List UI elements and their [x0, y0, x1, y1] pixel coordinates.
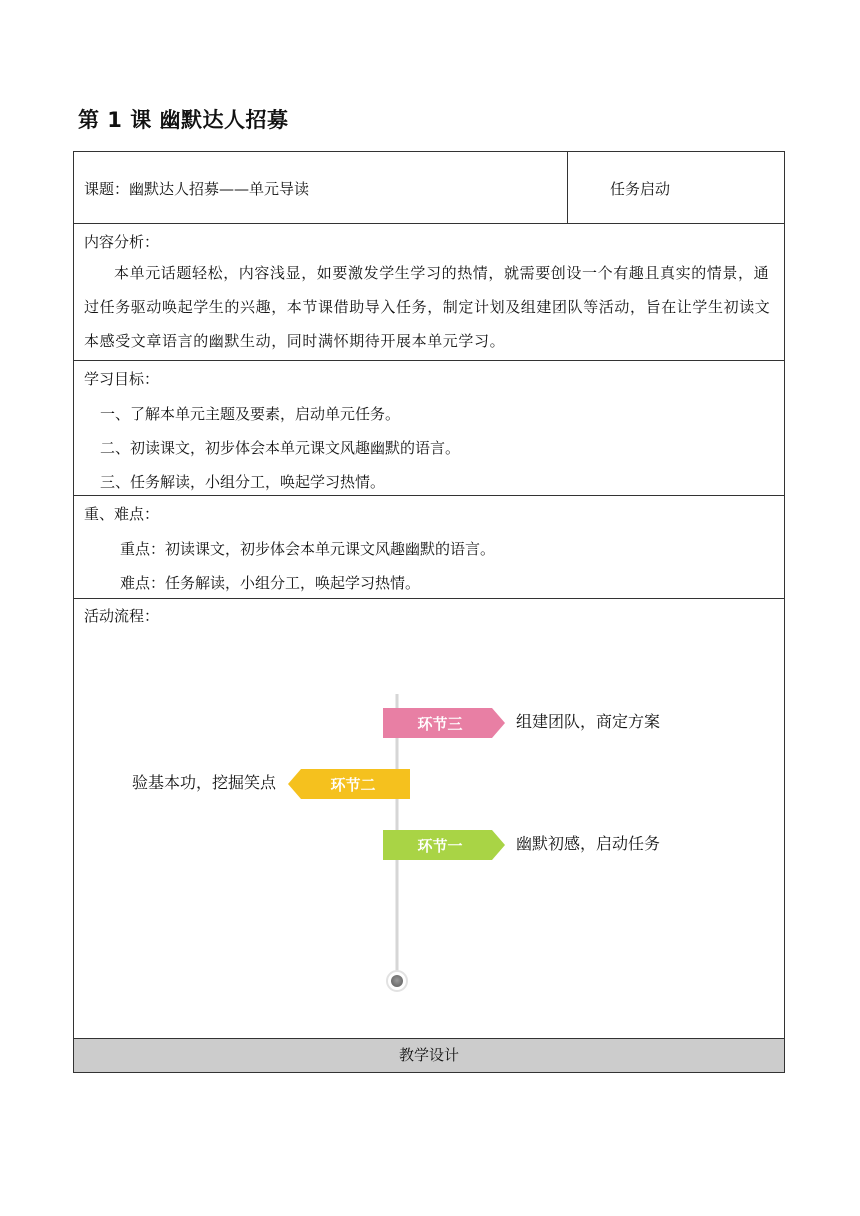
goals-section — [74, 361, 784, 496]
topic-cell: 课题：幽默达人招募——单元导读 — [74, 152, 568, 223]
key-point: 重点：初读课文，初步体会本单元课文风趣幽默的语言。 — [120, 540, 496, 558]
task-cell: 任务启动 — [610, 180, 671, 198]
stage-2-tag-label: 环节二 — [330, 776, 376, 794]
lesson-title: 第 1 课 幽默达人招募 — [78, 108, 289, 132]
goal-item: 一、了解本单元主题及要素，启动单元任务。 — [100, 405, 401, 423]
goal-item: 二、初读课文，初步体会本单元课文风趣幽默的语言。 — [100, 439, 461, 457]
stage-3-desc: 组建团队，商定方案 — [516, 712, 661, 731]
lesson-plan-table — [73, 151, 785, 1073]
flow-diagram — [74, 599, 784, 1039]
stage-2-desc: 验基本功，挖掘笑点 — [131, 773, 276, 792]
difficult-point: 难点：任务解读，小组分工，唤起学习热情。 — [120, 574, 421, 592]
key-points-section — [74, 496, 784, 599]
key-points-label: 重、难点： — [84, 505, 160, 523]
flow-section — [74, 599, 784, 1039]
analysis-text: 本单元话题轻松，内容浅显，如要激发学生学习的热情，就需要创设一个有趣且真实的情景，通过任务驱动唤起学生的兴趣，本节课借助导入任务，制定计划及组建团队等活动，旨在让学生初读文本感受文章语言的幽默生动，同时满怀期待开展本单元学习。 — [84, 264, 771, 350]
stage-1-desc: 幽默初感，启动任务 — [516, 834, 661, 853]
footer-row: 教学设计 — [74, 1039, 784, 1072]
analysis-section — [74, 224, 784, 361]
header-row — [74, 152, 784, 224]
analysis-label: 内容分析： — [84, 233, 160, 251]
goal-item: 三、任务解读，小组分工，唤起学习热情。 — [100, 473, 386, 491]
timeline-end-dot-inner — [391, 975, 403, 987]
stage-3-tag-label: 环节三 — [417, 715, 463, 733]
stage-1-tag-label: 环节一 — [417, 837, 463, 855]
flow-label: 活动流程： — [84, 607, 160, 625]
goals-label: 学习目标： — [84, 370, 160, 388]
